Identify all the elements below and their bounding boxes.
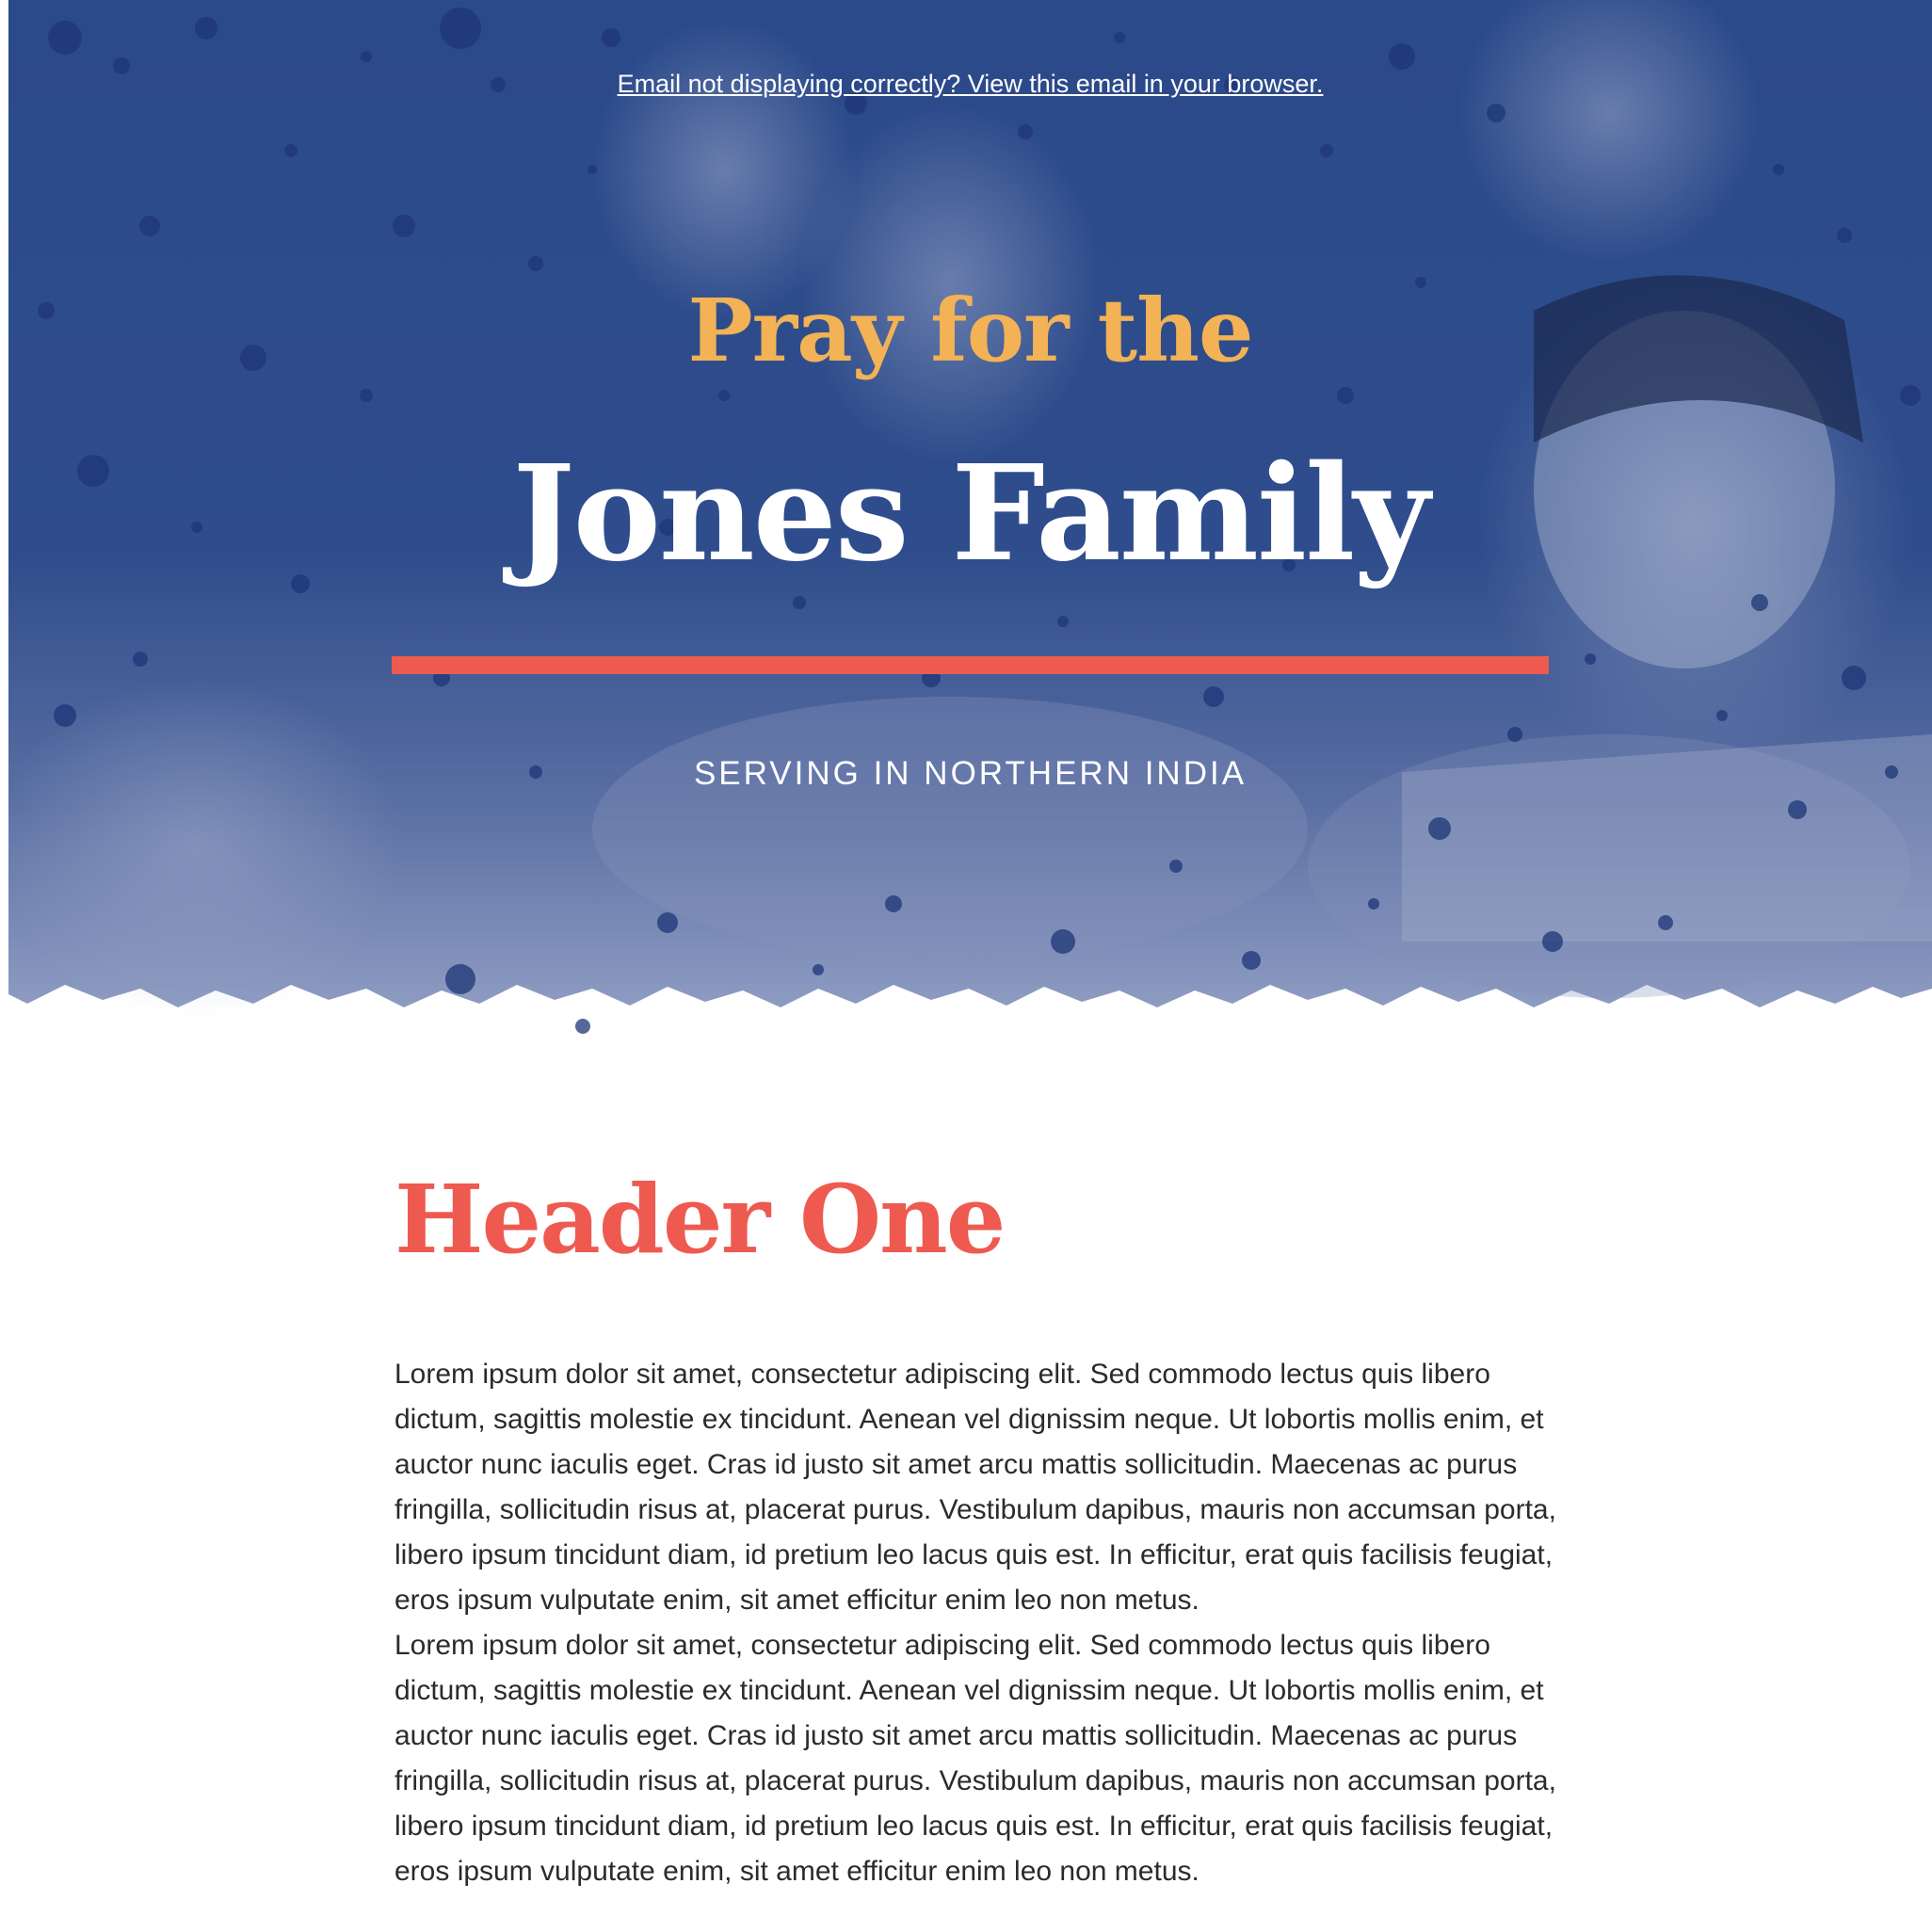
hero-subtitle: SERVING IN NORTHERN INDIA bbox=[693, 755, 1248, 792]
view-in-browser-link[interactable]: Email not displaying correctly? View this email in your browser. bbox=[617, 70, 1324, 98]
body-paragraph: Lorem ipsum dolor sit amet, consectetur adipiscing elit. Sed commodo lectus quis libero dictum, sagittis molestie ex tincidunt. Aenean vel dignissim neque. Ut lobortis mollis enim, et auctor nunc iaculis eget. Cras id justo sit amet arcu mattis sollicitudin. Maecenas ac purus fringilla, sollicitudin risus at, placerat purus. Vestibulum dapibus, mauris non accumsan porta, libero ipsum tincidunt diam, id pretium leo lacus quis est. In efficitur, erat quis facilisis feugiat, eros ipsum vulputate enim, sit amet efficitur enim leo non metus. bbox=[394, 1630, 1556, 1887]
email-content bbox=[394, 1164, 1557, 1894]
hero-kicker-text: Pray for the bbox=[687, 280, 1253, 381]
body-paragraph: Lorem ipsum dolor sit amet, consectetur adipiscing elit. Sed commodo lectus quis libero dictum, sagittis molestie ex tincidunt. Aenean vel dignissim neque. Ut lobortis mollis enim, et auctor nunc iaculis eget. Cras id justo sit amet arcu mattis sollicitudin. Maecenas ac purus fringilla, sollicitudin risus at, placerat purus. Vestibulum dapibus, mauris non accumsan porta, libero ipsum tincidunt diam, id pretium leo lacus quis est. In efficitur, erat quis facilisis feugiat, eros ipsum vulputate enim, sit amet efficitur enim leo non metus. bbox=[394, 1359, 1556, 1616]
section-header: Header One bbox=[394, 1164, 1005, 1275]
hero-title: Jones Family bbox=[512, 437, 1428, 591]
hero-divider bbox=[392, 656, 1549, 674]
hero-banner bbox=[8, 0, 1932, 1047]
